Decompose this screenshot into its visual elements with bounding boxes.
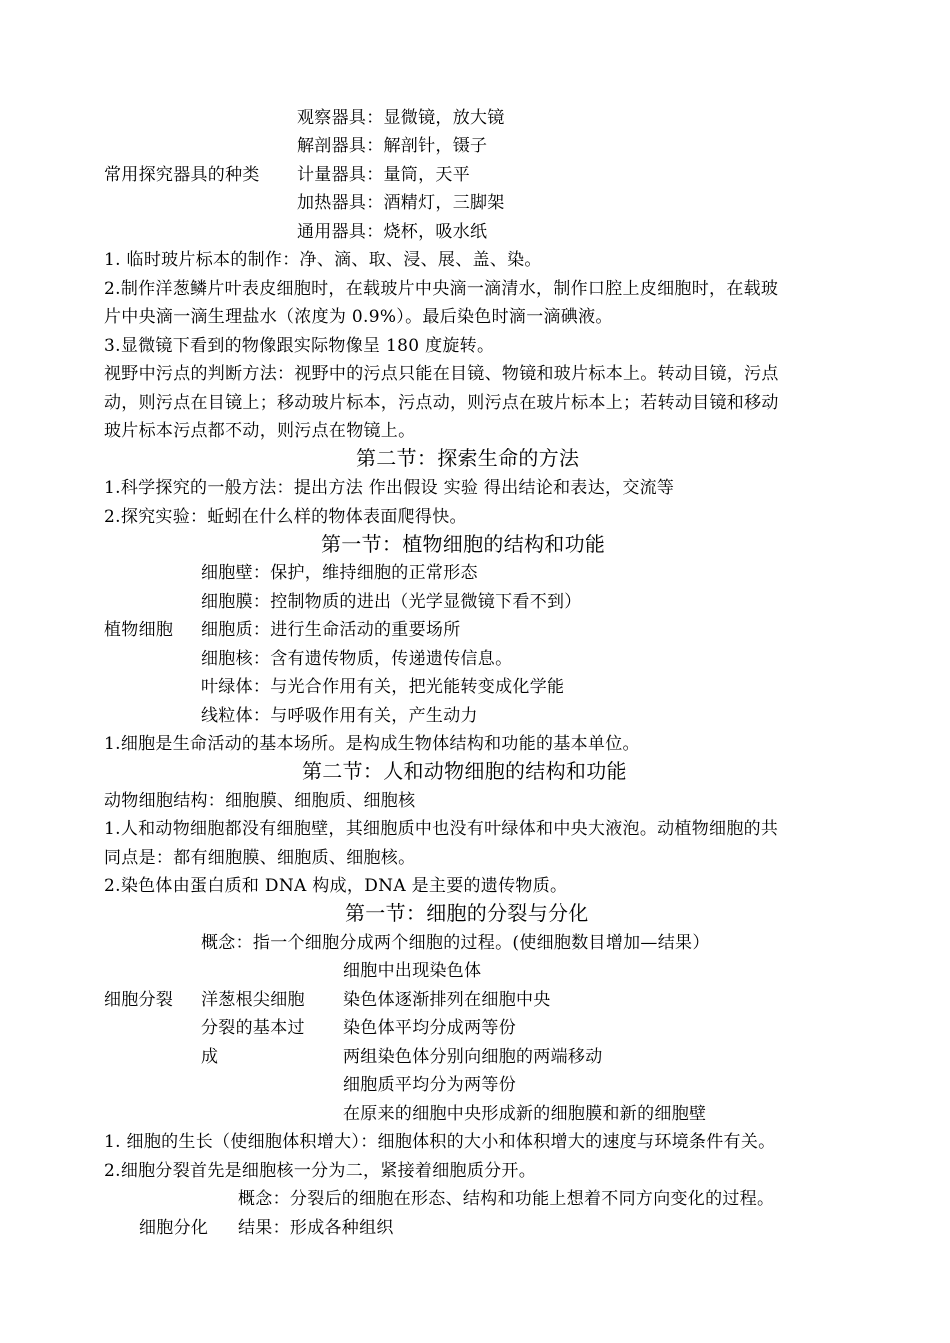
note-rotation: 3.显微镜下看到的物像跟实际物像呈 180 度旋转。	[104, 336, 495, 356]
diff-label: 细胞分化	[139, 1218, 209, 1238]
tool-item-measure: 计量器具：量筒，天平	[297, 165, 470, 185]
division-concept: 概念：指一个细胞分成两个细胞的过程。(使细胞数目增加—结果）	[201, 933, 710, 953]
plant-item-membrane: 细胞膜：控制物质的进出（光学显微镜下看不到）	[201, 592, 582, 612]
tool-item-general: 通用器具：烧杯，吸水纸	[297, 222, 488, 242]
animal-note-1a: 1.人和动物细胞都没有细胞壁，其细胞质中也没有叶绿体和中央大液泡。动植物细胞的共	[104, 819, 779, 839]
tool-item-heat: 加热器具：酒精灯，三脚架	[297, 193, 505, 213]
note-spot-b: 动，则污点在目镜上；移动玻片标本，污点动，则污点在玻片标本上；若转动目镜和移动	[104, 393, 779, 413]
plant-note: 1.细胞是生命活动的基本场所。是构成生物体结构和功能的基本单位。	[104, 734, 640, 754]
note-spot-a: 视野中污点的判断方法：视野中的污点只能在目镜、物镜和玻片标本上。转动目镜，污点	[104, 364, 779, 384]
division-step-5: 细胞质平均分为两等份	[343, 1075, 516, 1095]
plant-item-cytoplasm: 细胞质：进行生命活动的重要场所	[201, 620, 461, 640]
division-step-3: 染色体平均分成两等份	[343, 1018, 516, 1038]
division-step-1: 细胞中出现染色体	[343, 961, 482, 981]
division-step-4: 两组染色体分别向细胞的两端移动	[343, 1047, 603, 1067]
tool-item-observe: 观察器具：显微镜，放大镜	[297, 108, 505, 128]
plant-item-chloroplast: 叶绿体：与光合作用有关，把光能转变成化学能	[201, 677, 565, 697]
animal-structure: 动物细胞结构：细胞膜、细胞质、细胞核	[104, 791, 416, 811]
tools-label: 常用探究器具的种类	[104, 165, 260, 185]
section-title-method: 第二节：探索生命的方法	[356, 446, 580, 470]
division-sublabel-1: 洋葱根尖细胞	[201, 990, 305, 1010]
division-sublabel-3: 成	[201, 1047, 219, 1067]
diff-result: 结果：形成各种组织	[238, 1218, 394, 1238]
animal-note-2: 2.染色体由蛋白质和 DNA 构成，DNA 是主要的遗传物质。	[104, 876, 568, 896]
plant-item-mitochondria: 线粒体：与呼吸作用有关，产生动力	[201, 706, 478, 726]
tool-item-dissect: 解剖器具：解剖针，镊子	[297, 136, 488, 156]
note-slide-making: 1. 临时玻片标本的制作：净、滴、取、浸、展、盖、染。	[104, 250, 542, 270]
plant-item-nucleus: 细胞核：含有遗传物质，传递遗传信息。	[201, 649, 513, 669]
note-spot-c: 玻片标本污点都不动，则污点在物镜上。	[104, 421, 416, 441]
plant-item-wall: 细胞壁：保护，维持细胞的正常形态	[201, 563, 478, 583]
section-title-animal: 第二节：人和动物细胞的结构和功能	[302, 759, 627, 783]
division-step-2: 染色体逐渐排列在细胞中央	[343, 990, 551, 1010]
section-title-plant: 第一节：植物细胞的结构和功能	[321, 532, 606, 556]
plant-label: 植物细胞	[104, 620, 174, 640]
division-label: 细胞分裂	[104, 990, 174, 1010]
section-title-division: 第一节：细胞的分裂与分化	[345, 901, 589, 925]
division-sublabel-2: 分裂的基本过	[201, 1018, 305, 1038]
note-onion-b: 片中央滴一滴生理盐水（浓度为 0.9%）。最后染色时滴一滴碘液。	[104, 307, 613, 327]
division-step-6: 在原来的细胞中央形成新的细胞膜和新的细胞壁	[343, 1104, 707, 1124]
division-order-note: 2.细胞分裂首先是细胞核一分为二，紧接着细胞质分开。	[104, 1161, 537, 1181]
growth-note: 1. 细胞的生长（使细胞体积增大）：细胞体积的大小和体积增大的速度与环境条件有关。	[104, 1132, 776, 1152]
animal-note-1b: 同点是：都有细胞膜、细胞质、细胞核。	[104, 848, 416, 868]
method-line-1: 1.科学探究的一般方法：提出方法 作出假设 实验 得出结论和表达，交流等	[104, 478, 675, 498]
diff-concept: 概念：分裂后的细胞在形态、结构和功能上想着不同方向变化的过程。	[238, 1189, 775, 1209]
method-line-2: 2.探究实验：蚯蚓在什么样的物体表面爬得快。	[104, 507, 467, 527]
note-onion-a: 2.制作洋葱鳞片叶表皮细胞时，在载玻片中央滴一滴清水，制作口腔上皮细胞时，在载玻	[104, 279, 779, 299]
